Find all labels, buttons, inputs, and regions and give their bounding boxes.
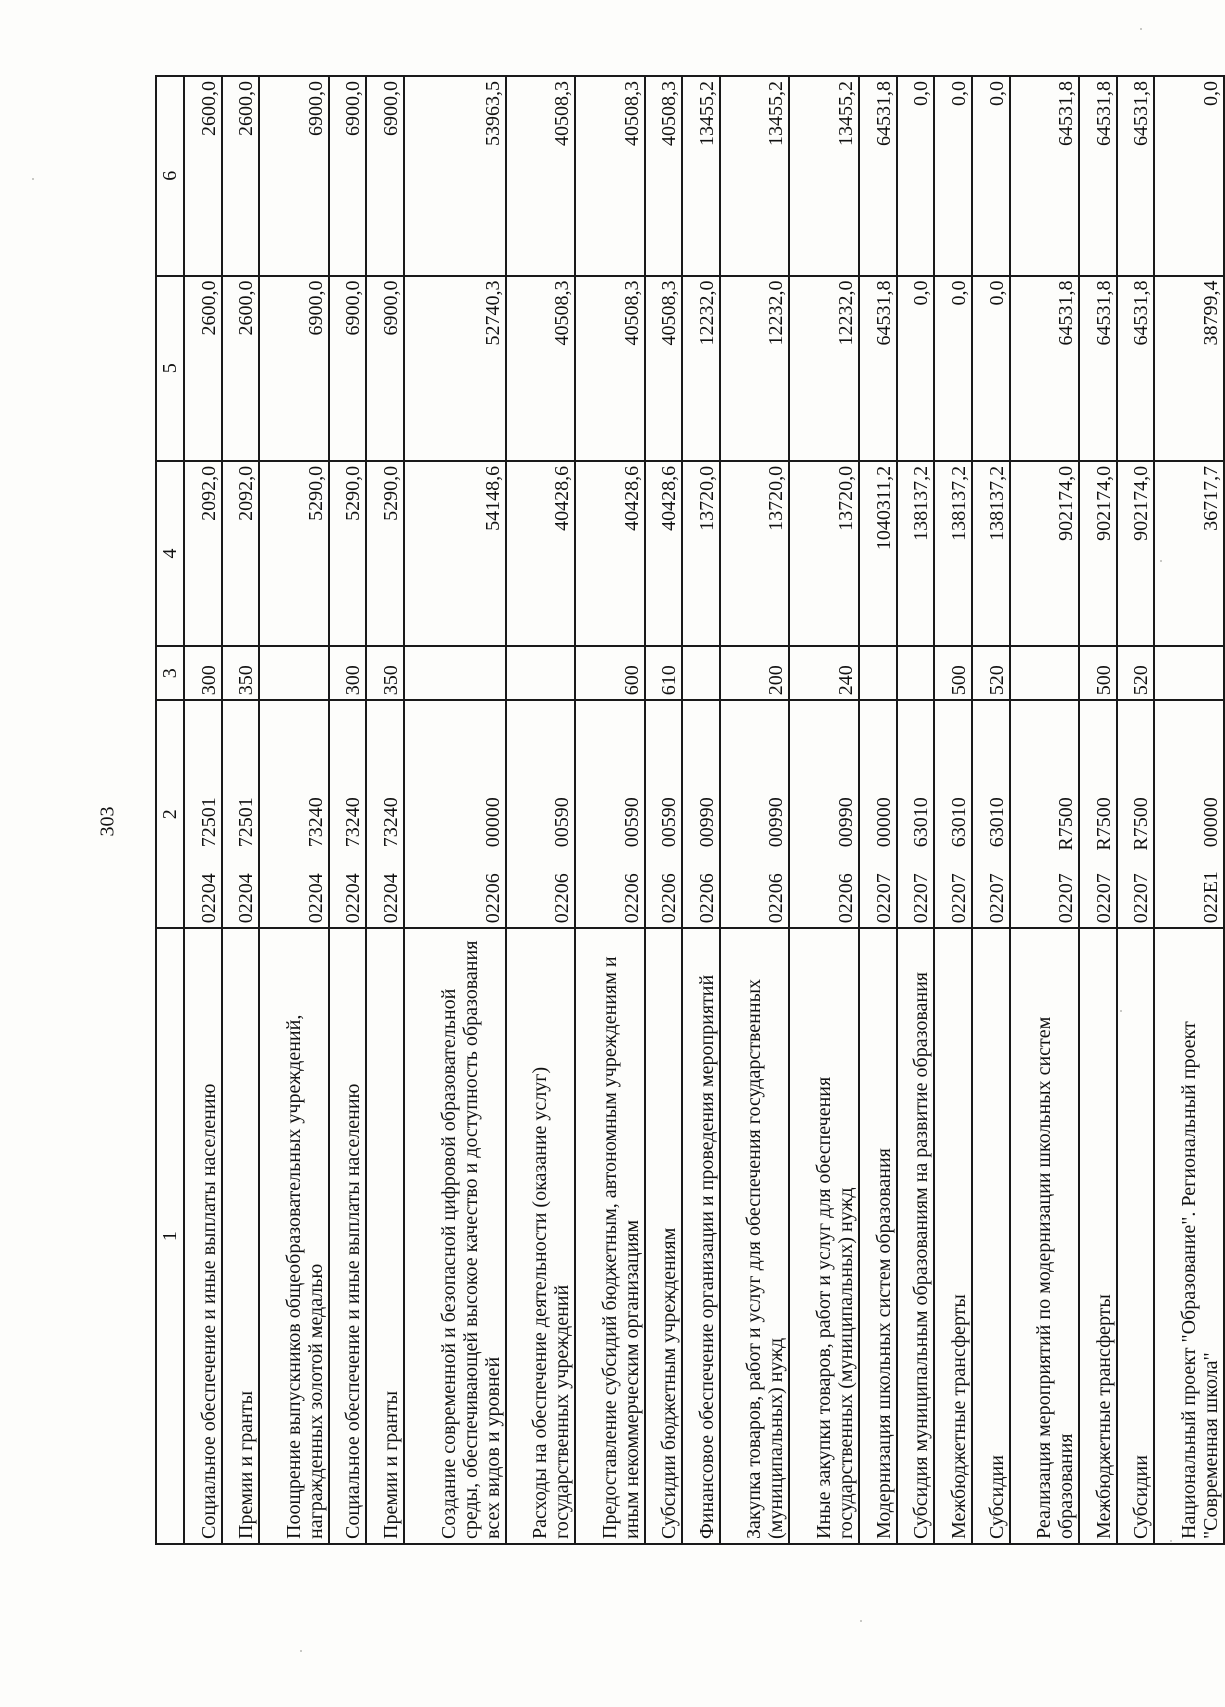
row-code-program: 02207: [985, 873, 1008, 924]
row-expense-kind-cell: [859, 646, 897, 700]
row-code-cell: [972, 700, 1010, 928]
row-code-cell: [1010, 700, 1080, 928]
row-value-col4: 138137,2: [934, 461, 972, 646]
row-code-cell: [184, 700, 222, 928]
row-value-col4: 54148,6: [404, 461, 505, 646]
table-row: [259, 76, 329, 1544]
row-code-program: 02204: [235, 873, 258, 924]
row-code-cell: [329, 700, 367, 928]
row-expense-kind-cell: 200: [720, 646, 790, 700]
table-row: [1117, 76, 1155, 1544]
row-code-direction: 72501: [235, 797, 258, 848]
row-expense-kind-cell: 240: [789, 646, 859, 700]
column-header: 6: [156, 76, 184, 276]
row-name-cell: Поощрение выпускников общеобразовательных учреждений, награжденных золотой медалью: [259, 928, 329, 1544]
budget-table: [155, 75, 1225, 1545]
table-row: [645, 76, 683, 1544]
row-code-direction: 63010: [947, 797, 970, 848]
row-expense-kind-cell: [506, 646, 576, 700]
row-value-col5: 64531,8: [1117, 276, 1155, 461]
row-code-direction: 00000: [1200, 797, 1222, 848]
row-value-col5: 38799,4: [1154, 276, 1224, 461]
row-name-cell: Создание современной и безопасной цифровой образовательной среды, обеспечивающей высокое качество и доступность образования всех видов и уровней: [404, 928, 505, 1544]
row-value-col6: 64531,8: [1117, 76, 1155, 276]
table-row: [789, 76, 859, 1544]
row-code-direction: 63010: [985, 797, 1008, 848]
row-value-col4: 40428,6: [645, 461, 683, 646]
row-value-col6: 0,0: [972, 76, 1010, 276]
row-value-col6: 40508,3: [506, 76, 576, 276]
row-expense-kind-cell: 520: [1117, 646, 1155, 700]
column-header: 4: [156, 461, 184, 646]
row-code-cell: [1117, 700, 1155, 928]
row-value-col4: 1040311,2: [859, 461, 897, 646]
row-code-program: 02206: [695, 873, 718, 924]
table-row: [222, 76, 260, 1544]
table-row: [682, 76, 720, 1544]
row-code-program: 02204: [304, 873, 327, 924]
row-code-program: 02204: [342, 873, 365, 924]
page-number: 303: [96, 806, 119, 837]
row-code-program: 02206: [834, 873, 857, 924]
table-body: [184, 76, 1224, 1544]
row-expense-kind-cell: 600: [575, 646, 645, 700]
row-expense-kind-cell: 350: [366, 646, 404, 700]
row-name-cell: Межбюджетные трансферты: [1079, 928, 1117, 1544]
row-value-col4: 40428,6: [575, 461, 645, 646]
row-code-direction: 00000: [872, 797, 895, 848]
row-name-cell: Иные закупки товаров, работ и услуг для обеспечения государственных (муниципальных) нужд: [789, 928, 859, 1544]
row-code-direction: 00590: [551, 797, 574, 848]
row-value-col4: 138137,2: [897, 461, 935, 646]
row-code-program: 02206: [620, 873, 643, 924]
row-value-col4: 5290,0: [366, 461, 404, 646]
row-code-cell: [1154, 700, 1224, 928]
row-code-program: 02206: [481, 873, 504, 924]
row-code-program: 02207: [1055, 873, 1078, 924]
row-value-col6: 2600,0: [184, 76, 222, 276]
row-expense-kind-cell: [259, 646, 329, 700]
row-value-col6: 0,0: [934, 76, 972, 276]
column-header: 5: [156, 276, 184, 461]
row-value-col6: 53963,5: [404, 76, 505, 276]
row-name-cell: Закупка товаров, работ и услуг для обеспечения государственных (муниципальных) нужд: [720, 928, 790, 1544]
row-value-col4: 13720,0: [682, 461, 720, 646]
row-code-direction: 73240: [380, 797, 403, 848]
row-name-cell: Премии и гранты: [222, 928, 260, 1544]
row-code-direction: R7500: [1055, 797, 1078, 851]
row-code-cell: [859, 700, 897, 928]
row-code-direction: 63010: [910, 797, 933, 848]
row-value-col4: 138137,2: [972, 461, 1010, 646]
row-value-col5: 6900,0: [259, 276, 329, 461]
table-row: [404, 76, 505, 1544]
row-name-cell: Реализация мероприятий по модернизации школьных систем образования: [1010, 928, 1080, 1544]
row-value-col5: 64531,8: [1079, 276, 1117, 461]
table-row: [575, 76, 645, 1544]
row-code-program: 02207: [947, 873, 970, 924]
table-row: [934, 76, 972, 1544]
row-code-direction: 00990: [695, 797, 718, 848]
row-code-cell: [934, 700, 972, 928]
row-value-col4: 2092,0: [184, 461, 222, 646]
row-name-cell: Предоставление субсидий бюджетным, автономным учреждениям и иным некоммерческим организациям: [575, 928, 645, 1544]
row-code-program: 02206: [658, 873, 681, 924]
row-expense-kind-cell: [404, 646, 505, 700]
row-value-col6: 64531,8: [859, 76, 897, 276]
row-code-cell: [645, 700, 683, 928]
row-code-cell: [259, 700, 329, 928]
column-header: 3: [156, 646, 184, 700]
row-code-program: 022E1: [1200, 871, 1222, 924]
table-header-row: [156, 76, 184, 1544]
row-value-col6: 40508,3: [645, 76, 683, 276]
row-name-cell: Финансовое обеспечение организации и проведения мероприятий: [682, 928, 720, 1544]
table-row: [506, 76, 576, 1544]
row-value-col5: 64531,8: [1010, 276, 1080, 461]
row-expense-kind-cell: 500: [1079, 646, 1117, 700]
table-row: [1079, 76, 1117, 1544]
table-row: [720, 76, 790, 1544]
table-row: [366, 76, 404, 1544]
row-value-col6: 40508,3: [575, 76, 645, 276]
row-expense-kind-cell: 520: [972, 646, 1010, 700]
row-value-col6: 6900,0: [366, 76, 404, 276]
row-code-cell: [506, 700, 576, 928]
row-code-direction: 72501: [197, 797, 220, 848]
row-code-cell: [897, 700, 935, 928]
row-value-col5: 40508,3: [575, 276, 645, 461]
table-row: [972, 76, 1010, 1544]
row-value-col5: 0,0: [934, 276, 972, 461]
row-value-col5: 40508,3: [506, 276, 576, 461]
row-code-program: 02207: [872, 873, 895, 924]
row-expense-kind-cell: [1154, 646, 1224, 700]
row-value-col5: 52740,3: [404, 276, 505, 461]
row-expense-kind-cell: 350: [222, 646, 260, 700]
row-code-cell: [404, 700, 505, 928]
row-value-col5: 40508,3: [645, 276, 683, 461]
row-code-direction: 73240: [304, 797, 327, 848]
row-code-program: 02207: [1092, 873, 1115, 924]
row-value-col4: 40428,6: [506, 461, 576, 646]
row-name-cell: Расходы на обеспечение деятельности (оказание услуг) государственных учреждений: [506, 928, 576, 1544]
row-code-cell: [682, 700, 720, 928]
row-code-cell: [575, 700, 645, 928]
row-code-program: 02207: [910, 873, 933, 924]
row-value-col6: 13455,2: [789, 76, 859, 276]
row-value-col4: 36717,7: [1154, 461, 1224, 646]
row-code-direction: 00990: [765, 797, 788, 848]
row-code-program: 02204: [380, 873, 403, 924]
column-header: 1: [156, 928, 184, 1544]
row-value-col5: 64531,8: [859, 276, 897, 461]
row-name-cell: Субсидии: [1117, 928, 1155, 1544]
row-code-direction: 73240: [342, 797, 365, 848]
row-value-col6: 2600,0: [222, 76, 260, 276]
row-code-cell: [720, 700, 790, 928]
row-value-col5: 0,0: [972, 276, 1010, 461]
row-value-col4: 902174,0: [1079, 461, 1117, 646]
row-code-cell: [222, 700, 260, 928]
row-code-direction: 00590: [658, 797, 681, 848]
row-value-col6: 6900,0: [259, 76, 329, 276]
row-code-direction: 00000: [481, 797, 504, 848]
row-value-col5: 12232,0: [789, 276, 859, 461]
row-code-cell: [789, 700, 859, 928]
row-value-col6: 13455,2: [682, 76, 720, 276]
row-expense-kind-cell: 300: [329, 646, 367, 700]
row-code-direction: R7500: [1092, 797, 1115, 851]
row-name-cell: Субсидии: [972, 928, 1010, 1544]
row-value-col5: 2600,0: [184, 276, 222, 461]
row-value-col4: 5290,0: [329, 461, 367, 646]
row-name-cell: Национальный проект "Образование". Региональный проект "Современная школа": [1154, 928, 1224, 1544]
row-expense-kind-cell: 500: [934, 646, 972, 700]
row-code-program: 02206: [765, 873, 788, 924]
row-name-cell: Субсидия муниципальным образованиям на развитие образования: [897, 928, 935, 1544]
row-value-col5: 0,0: [897, 276, 935, 461]
row-expense-kind-cell: 300: [184, 646, 222, 700]
row-code-program: 02204: [197, 873, 220, 924]
row-value-col5: 6900,0: [366, 276, 404, 461]
row-expense-kind-cell: 610: [645, 646, 683, 700]
row-name-cell: Модернизация школьных систем образования: [859, 928, 897, 1544]
budget-table-wrapper: [155, 75, 1225, 1545]
table-row: [1010, 76, 1080, 1544]
column-header: 2: [156, 700, 184, 928]
table-row: [1154, 76, 1224, 1544]
row-code-direction: 00590: [620, 797, 643, 848]
row-code-cell: [1079, 700, 1117, 928]
row-expense-kind-cell: [1010, 646, 1080, 700]
row-value-col5: 2600,0: [222, 276, 260, 461]
row-value-col5: 6900,0: [329, 276, 367, 461]
table-row: [184, 76, 222, 1544]
row-value-col6: 6900,0: [329, 76, 367, 276]
row-expense-kind-cell: [682, 646, 720, 700]
table-row: [859, 76, 897, 1544]
row-value-col5: 12232,0: [720, 276, 790, 461]
row-value-col4: 902174,0: [1010, 461, 1080, 646]
row-value-col4: 13720,0: [720, 461, 790, 646]
row-value-col4: 902174,0: [1117, 461, 1155, 646]
row-value-col6: 13455,2: [720, 76, 790, 276]
row-value-col6: 0,0: [897, 76, 935, 276]
row-value-col6: 64531,8: [1010, 76, 1080, 276]
row-code-program: 02206: [551, 873, 574, 924]
row-code-direction: R7500: [1130, 797, 1153, 851]
row-name-cell: Премии и гранты: [366, 928, 404, 1544]
row-code-program: 02207: [1130, 873, 1153, 924]
row-value-col6: 0,0: [1154, 76, 1224, 276]
row-value-col4: 13720,0: [789, 461, 859, 646]
row-name-cell: Субсидии бюджетным учреждениям: [645, 928, 683, 1544]
row-code-cell: [366, 700, 404, 928]
row-name-cell: Социальное обеспечение и иные выплаты населению: [184, 928, 222, 1544]
row-name-cell: Социальное обеспечение и иные выплаты населению: [329, 928, 367, 1544]
table-row: [897, 76, 935, 1544]
table-row: [329, 76, 367, 1544]
row-value-col4: 2092,0: [222, 461, 260, 646]
row-name-cell: Межбюджетные трансферты: [934, 928, 972, 1544]
row-code-direction: 00990: [834, 797, 857, 848]
row-value-col6: 64531,8: [1079, 76, 1117, 276]
row-value-col5: 12232,0: [682, 276, 720, 461]
row-expense-kind-cell: [897, 646, 935, 700]
row-value-col4: 5290,0: [259, 461, 329, 646]
